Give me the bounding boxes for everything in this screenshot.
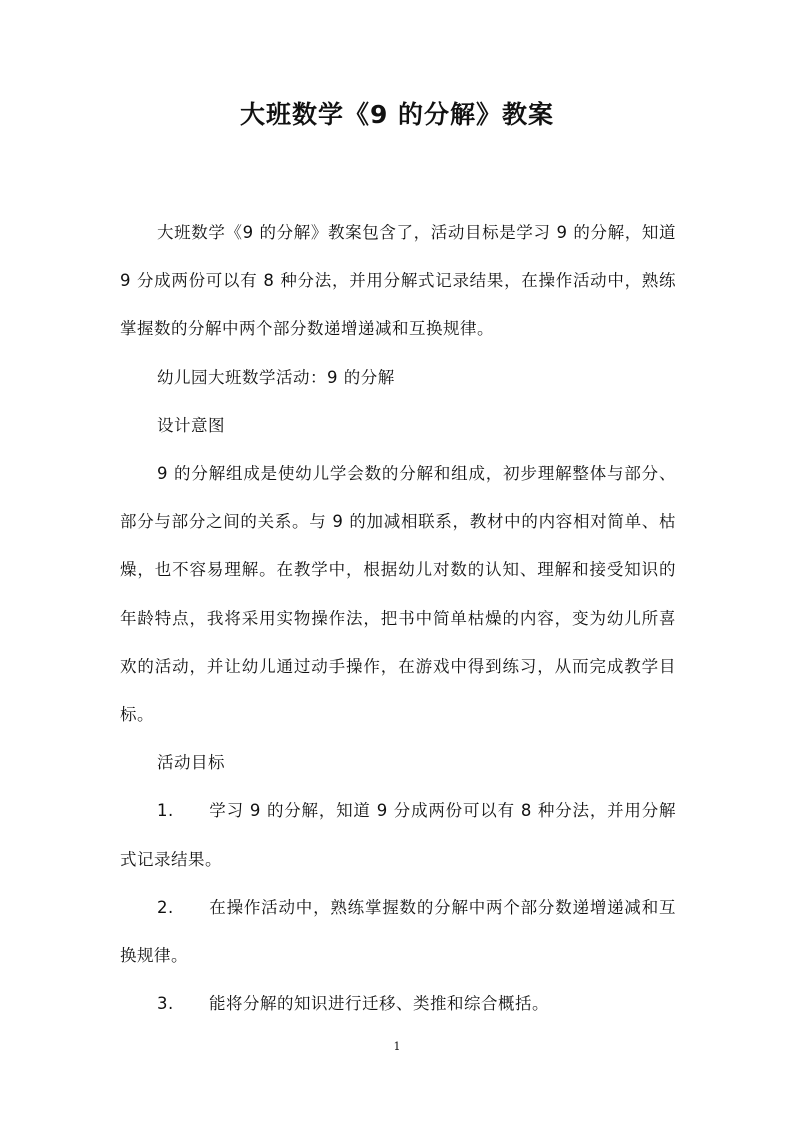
goal-number: 3.	[157, 994, 174, 1014]
document-title: 大班数学《9 的分解》教案	[239, 100, 555, 129]
design-intent-heading: 设计意图	[157, 415, 225, 435]
goal-text: 在操作活动中，熟练掌握数的分解中两个部分数递增递减和互换规律。	[120, 897, 676, 966]
design-intent-paragraph: 9 的分解组成是使幼儿学会数的分解和组成，初步理解整体与部分、部分与部分之间的关系。与 9 的加减相联系，教材中的内容相对简单、枯燥，也不容易理解。在教学中，根据幼儿对数的认知、理解和接受知识的年龄特点，我将采用实物操作法，把书中简单枯燥的内容，变为幼儿所喜欢的活动，并让幼儿通过动手操作，在游戏中得到练习，从而完成教学目标。	[120, 464, 676, 725]
goal-text: 能将分解的知识进行迁移、类推和综合概括。	[209, 994, 549, 1014]
goal-number: 2.	[157, 897, 174, 917]
activity-goals-heading: 活动目标	[157, 753, 225, 773]
goal-item	[120, 787, 676, 883]
document-body	[120, 209, 676, 1028]
activity-heading: 幼儿园大班数学活动：9 的分解	[157, 367, 395, 387]
goal-text: 学习 9 的分解，知道 9 分成两份可以有 8 种分法，并用分解式记录结果。	[120, 801, 676, 869]
goal-item	[120, 980, 676, 1028]
goal-item	[120, 884, 676, 980]
page-number: 1	[393, 1040, 401, 1053]
goal-number: 1.	[157, 801, 174, 821]
intro-paragraph: 大班数学《9 的分解》教案包含了，活动目标是学习 9 的分解，知道 9 分成两份可以有 8 种分法，并用分解式记录结果，在操作活动中，熟练掌握数的分解中两个部分数递增递减和互换规律。	[120, 223, 676, 339]
